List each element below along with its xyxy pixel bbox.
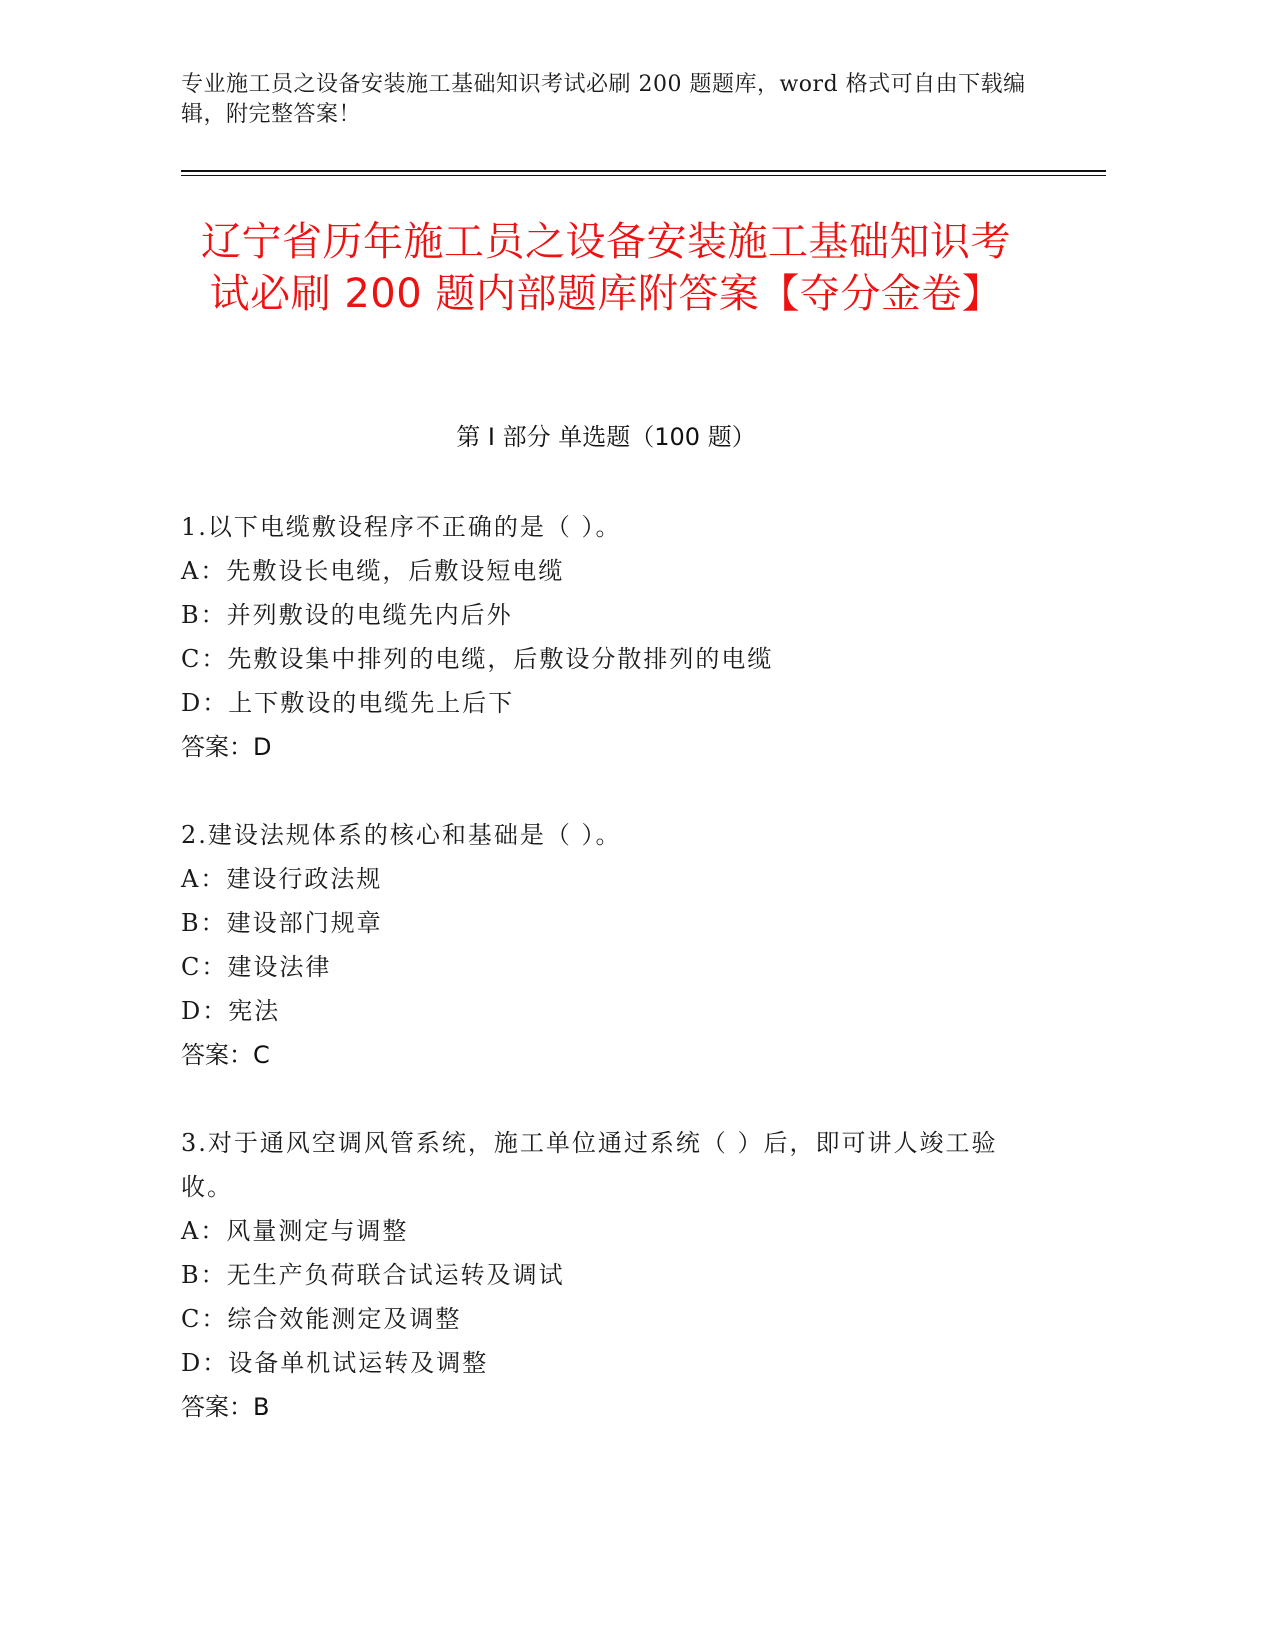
answer-text: 答案：B xyxy=(181,1393,270,1421)
question-item xyxy=(181,1121,1051,1429)
answer-text: 答案：C xyxy=(181,1041,270,1069)
section-title: 第 I 部分 单选题（100 题） xyxy=(456,423,756,451)
option-c: C：先敷设集中排列的电缆，后敷设分散排列的电缆 xyxy=(181,645,774,673)
option-d: D：上下敷设的电缆先上后下 xyxy=(181,689,515,717)
header-note: 专业施工员之设备安装施工基础知识考试必刷 200 题题库，word 格式可自由下载编辑，附完整答案！ xyxy=(181,72,1026,127)
document-title: 辽宁省历年施工员之设备安装施工基础知识考试必刷 200 题内部题库附答案【夺分金卷】 xyxy=(201,219,1011,317)
option-a: A：风量测定与调整 xyxy=(181,1217,409,1245)
option-d: D：宪法 xyxy=(181,997,281,1025)
question-text: 1.以下电缆敷设程序不正确的是（ ）。 xyxy=(181,513,622,541)
option-c: C：综合效能测定及调整 xyxy=(181,1305,462,1333)
question-item xyxy=(181,813,1051,1077)
option-d: D：设备单机试运转及调整 xyxy=(181,1349,489,1377)
option-b: B：并列敷设的电缆先内后外 xyxy=(181,601,513,629)
question-list xyxy=(181,505,1051,1473)
option-b: B：建设部门规章 xyxy=(181,909,383,937)
option-a: A：建设行政法规 xyxy=(181,865,383,893)
option-c: C：建设法律 xyxy=(181,953,332,981)
header-divider-thick xyxy=(181,170,1106,172)
question-item xyxy=(181,505,1051,769)
question-text: 3.对于通风空调风管系统，施工单位通过系统（ ）后，即可讲人竣工验收。 xyxy=(181,1129,998,1201)
header-divider-thin xyxy=(181,175,1106,176)
option-b: B：无生产负荷联合试运转及调试 xyxy=(181,1261,565,1289)
answer-text: 答案：D xyxy=(181,733,272,761)
question-text: 2.建设法规体系的核心和基础是（ ）。 xyxy=(181,821,622,849)
option-a: A：先敷设长电缆，后敷设短电缆 xyxy=(181,557,565,585)
